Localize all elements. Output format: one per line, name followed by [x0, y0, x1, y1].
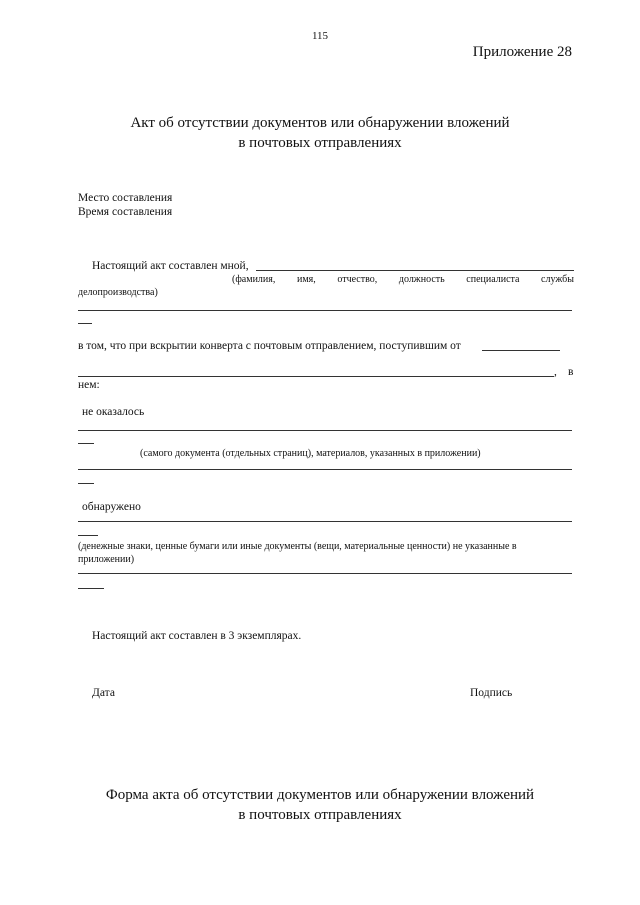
sender-field-line[interactable] [482, 350, 560, 351]
line-tail [78, 483, 94, 484]
title-line-1: Акт об отсутствии документов или обнаружении вложений [130, 115, 510, 131]
person-hint [232, 274, 574, 285]
line-tail [78, 443, 94, 444]
opening-text: в том, что при вскрытии конверта с почтовым отправлением, поступившим от [78, 340, 461, 352]
hint-word: отчество, [337, 274, 378, 285]
missing-label: не оказалось [82, 406, 145, 418]
comma: , [554, 366, 557, 378]
missing-field-line-2[interactable] [78, 469, 572, 470]
line-tail [78, 535, 98, 536]
document-title [0, 113, 640, 153]
signature-label: Подпись [470, 687, 513, 699]
found-label: обнаружено [82, 501, 141, 513]
found-field-line[interactable] [78, 521, 572, 522]
hint-word: имя, [296, 274, 316, 285]
line-tail [78, 323, 92, 324]
composer-field-line[interactable] [256, 270, 574, 271]
hint-word: (фамилия, [232, 274, 276, 285]
found-field-line-2[interactable] [78, 573, 572, 574]
nem-label: нем: [78, 379, 100, 391]
form-title-line-2: в почтовых отправлениях [238, 807, 402, 823]
sender-field-line-2[interactable] [78, 376, 554, 377]
form-title-line-1: Форма акта об отсутствии документов или обнаружении вложений [105, 787, 535, 803]
person-hint-cont: делопроизводства) [78, 287, 158, 298]
composed-by-label: Настоящий акт составлен мной, [92, 260, 249, 272]
hint-word: специалиста [466, 274, 520, 285]
found-hint: (денежные знаки, ценные бумаги или иные документы (вещи, материальные ценности) не указанные в приложении) [78, 541, 517, 565]
time-label: Время составления [78, 206, 173, 218]
form-title [0, 785, 640, 825]
in-suffix: в [568, 366, 574, 378]
date-label: Дата [92, 687, 115, 699]
title-line-2: в почтовых отправлениях [238, 135, 402, 151]
composer-field-line-2[interactable] [78, 310, 572, 311]
page-number: 115 [311, 30, 329, 42]
place-label: Место составления [78, 192, 173, 204]
missing-field-line[interactable] [78, 430, 572, 431]
copies-text: Настоящий акт составлен в 3 экземплярах. [92, 630, 302, 642]
line-tail [78, 588, 104, 589]
hint-word: должность [398, 274, 445, 285]
hint-word: службы [541, 274, 574, 285]
missing-hint: (самого документа (отдельных страниц), материалов, указанных в приложении) [140, 448, 481, 459]
appendix-label: Приложение 28 [472, 44, 572, 60]
